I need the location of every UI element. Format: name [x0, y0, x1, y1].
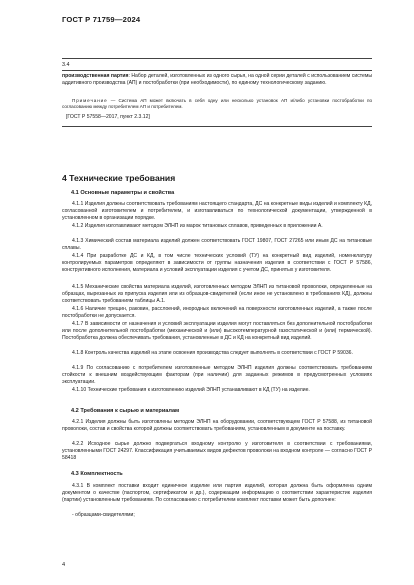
paragraph-4-1-5: 4.1.5 Механические свойства материала изделий, изготовленных методом ЭЛНП из титановой проволоки, определенные на образцах, вырезанных из припуска изделия или из образцов-свидетелей (если иное не установлено в требованиях КД), должны соответствовать требованиям таблицы А.1. — [62, 284, 372, 305]
term-source: [ГОСТ Р 57558—2017, пункт 2.3.12] — [66, 114, 150, 120]
paragraph-4-1-4: 4.1.4 При разработке ДС и КД, в том числе технических условий (ТУ) на конкретный вид изделий, номенклатуру контролируемых параметров определяют в зависимости от группы назначения изделия в соответствии с ГОСТ Р 57586, конструктивного исполнения, материала и условий эксплуатации изделия с учетом ДС, принятых у изготовителя. — [62, 253, 372, 274]
page-number: 4 — [62, 562, 66, 568]
note-text: — Система АП может включать в себя одну или несколько установок АП и/либо установки постобработки по согласованию между потребителем АП и потребителем. — [62, 98, 372, 110]
paragraph-4-2-1: 4.2.1 Изделия должны быть изготовлены методом ЭЛНП на оборудовании, соответствующем ГОСТ Р 57588, из титановой проволоки, состав и свойства которой должны соответствовать требованиям, установленным в документе на поставку. — [62, 419, 372, 433]
subsection-4-1-title: 4.1 Основные параметры и свойства — [71, 190, 175, 196]
note-label: Примечание — [72, 98, 108, 103]
list-item-witness-samples: - образцами-свидетелями; — [72, 512, 135, 518]
section-4-title: 4 Технические требования — [62, 173, 176, 183]
paragraph-4-1-9: 4.1.9 По согласованию с потребителем изготовленные методом ЭЛНП изделия должны соответствовать требованиям стойкости к внешним воздействующим факторам (при наличии) для заданных режимов в предусмотренных условиях эксплуатации. — [62, 365, 372, 386]
paragraph-4-3-1: 4.3.1 В комплект поставки входит единичное изделие или партия изделий, которая должна быть оформлена одним документом о качестве (паспортом, сертификатом и др.), содержащим информацию о соответствии характеристик изделия (партии) установленным требованиям. По согласованию с потребителем комплект поставки может быть дополнен: — [62, 483, 372, 504]
subsection-4-2-title: 4.2 Требования к сырью и материалам — [71, 408, 180, 414]
section-number: 3.4 — [62, 62, 70, 68]
paragraph-4-1-6: 4.1.6 Наличие трещин, раковин, расслоений, инородных включений на поверхности изготовленных изделий, а также после постобработки не допускается. — [62, 306, 372, 320]
paragraph-4-2-2: 4.2.2 Исходное сырье должно подвергаться входному контролю у изготовителя в соответствии с требованиями, установленными ГОСТ 24297. Классификация учитываемых видов дефектов проволоки на входном контроле — согласно ГОСТ Р 58418 — [62, 441, 372, 462]
term-top-rule — [62, 58, 372, 59]
term-bottom-rule — [62, 126, 372, 127]
paragraph-4-1-1: 4.1.1 Изделия должны соответствовать требованиям настоящего стандарта, ДС на конкретные виды изделий и комплекту КД, согласованной изготовителем и потребителем, и изготавливаться по технологической документации, утвержденной в установленном в организации порядке. — [62, 201, 372, 222]
paragraph-4-1-3: 4.1.3 Химический состав материала изделий должен соответствовать ГОСТ 19807, ГОСТ 27265 или иным ДС на титановые сплавы. — [62, 238, 372, 252]
paragraph-4-1-7: 4.1.7 В зависимости от назначения и условий эксплуатации изделия могут поставляться без дополнительной постобработки или после дополнительной постобработки (механической и (или) высокотемпературной газостатической и (или) термической). Постобработка должна обеспечивать требования, установленные в ДС и КД на конкретный вид изделий. — [62, 321, 372, 342]
paragraph-4-1-2: 4.1.2 Изделия изготавливают методом ЭЛНП из марок титановых сплавов, приведенных в приложении А. — [72, 223, 323, 229]
paragraph-4-1-8: 4.1.8 Контроль качества изделий на этапе освоения производства следует выполнять в соответствии с ГОСТ Р 59036. — [72, 350, 353, 356]
document-header: ГОСТ Р 71759—2024 — [62, 15, 141, 24]
term-rule — [62, 70, 372, 71]
paragraph-4-1-10: 4.1.10 Технические требования к изготовлению изделий ЭЛНП устанавливают в КД (ТУ) на изделие. — [72, 387, 310, 393]
term-definition — [62, 73, 372, 87]
term-definition-text: : Набор деталей, изготовленных из одного сырья, на одной серии деталей с использованием системы аддитивного производства (АП) и постобработки (при необходимости), по единому технологическому заданию. — [62, 73, 373, 87]
term-name: производственная партия — [62, 73, 129, 79]
subsection-4-3-title: 4.3 Комплектность — [71, 471, 123, 477]
term-note — [62, 98, 372, 111]
